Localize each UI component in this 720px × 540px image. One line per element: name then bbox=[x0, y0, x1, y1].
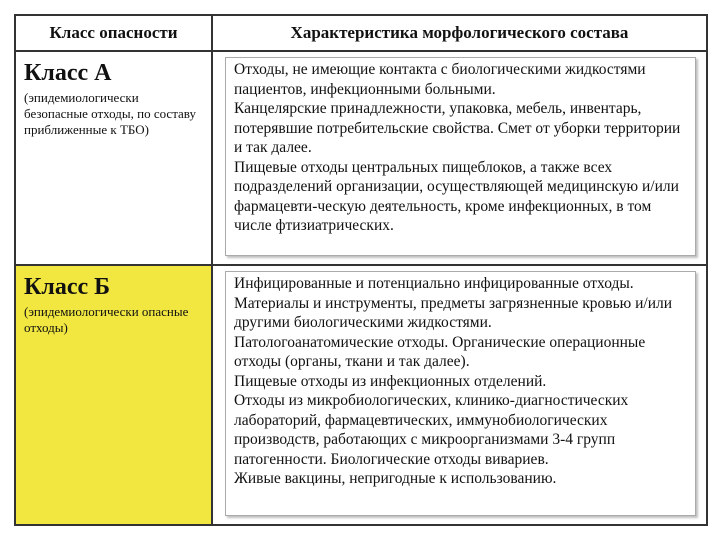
header-morphological-composition: Характеристика морфологического состава bbox=[213, 16, 706, 52]
class-b-description-box bbox=[225, 271, 696, 516]
class-b-item: Пищевые отходы из инфекционных отделений. bbox=[234, 372, 547, 390]
class-b-item: Инфицированные и потенциально инфицированные отходы. bbox=[234, 275, 634, 292]
class-a-cell bbox=[16, 52, 213, 266]
class-a-item: Канцелярские принадлежности, упаковка, мебель, инвентарь, потерявшие потребительские свойства. Смет от уборки территории и так далее. bbox=[234, 100, 681, 156]
class-b-title: Класс Б bbox=[24, 274, 111, 300]
class-b-item: Отходы из микробиологических, клинико-диагностических лабораторий, фармацевтических, иммунобиологических производств, работающих с микроорганизмами 3-4 групп патогенности. Биологические отходы вивариев. bbox=[234, 392, 629, 468]
header-hazard-class: Класс опасности bbox=[16, 16, 213, 52]
class-a-title: Класс А bbox=[24, 60, 112, 86]
class-b-item: Материалы и инструменты, предметы загрязненные кровью и/или другими биологическими жидкостями. bbox=[234, 294, 673, 331]
class-a-item: Отходы, не имеющие контакта с биологическими жидкостями пациентов, инфекционными больными. bbox=[234, 61, 646, 98]
class-b-description-cell bbox=[213, 266, 706, 524]
class-a-note: (эпидемиологически безопасные отходы, по составу приближенные к ТБО) bbox=[24, 90, 197, 137]
class-b-cell bbox=[16, 266, 213, 524]
class-b-item: Живые вакцины, непригодные к использованию. bbox=[234, 470, 557, 487]
class-b-note: (эпидемиологически опасные отходы) bbox=[24, 304, 189, 335]
class-a-description-cell bbox=[213, 52, 706, 266]
class-a-item: Пищевые отходы центральных пищеблоков, а также всех подразделений организации, осуществляющей медицинскую и/или фармацевти-ческую деятельность, кроме инфекционных, в том числе фтизиатрических. bbox=[234, 158, 679, 234]
class-b-item: Патологоанатомические отходы. Органические операционные отходы (органы, ткани и так далее). bbox=[234, 333, 646, 370]
class-a-description-box bbox=[225, 57, 696, 256]
hazard-class-table bbox=[14, 14, 708, 526]
